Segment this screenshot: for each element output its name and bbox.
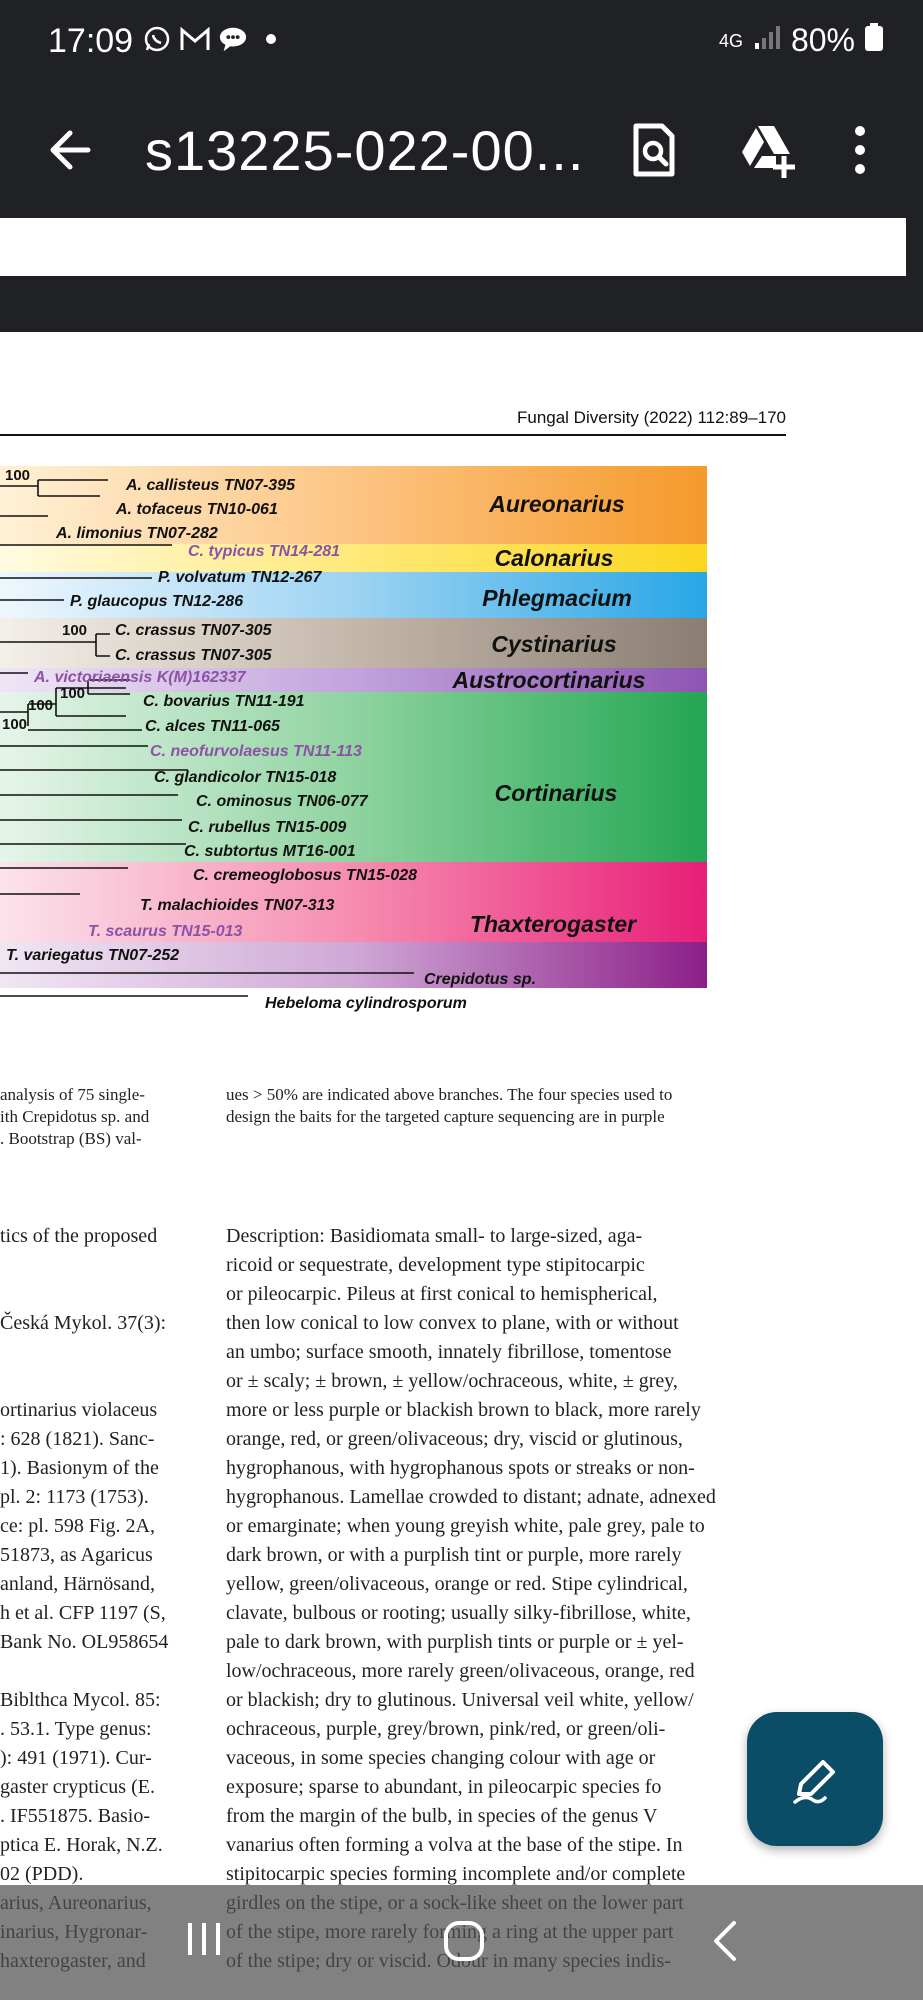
edit-icon [787, 1752, 843, 1808]
body-text-line: Description: Basidiomata small- to large-sized, aga- [226, 1225, 643, 1247]
body-text-line: ortinarius violaceus [0, 1399, 158, 1421]
edit-fab-button[interactable] [747, 1712, 883, 1846]
phylogenetic-tree-figure [0, 466, 707, 1020]
taxon-label: C. cremeoglobosus TN15-028 [193, 867, 418, 884]
previous-page [0, 218, 906, 276]
taxon-label: T. scaurus TN15-013 [88, 923, 243, 940]
body-text-line: tics of the proposed [0, 1225, 158, 1247]
clade-name: Cystinarius [491, 631, 617, 657]
figure-caption-right [226, 1084, 786, 1128]
battery-icon [865, 22, 883, 59]
body-text-line: gaster crypticus (E. [0, 1776, 155, 1798]
body-text-line: . 53.1. Type genus: [0, 1718, 152, 1740]
body-text-line: ce: pl. 598 Fig. 2A, [0, 1515, 155, 1537]
document-title: s13225-022-00... [145, 119, 585, 182]
taxon-label: C. rubellus TN15-009 [188, 819, 347, 836]
body-text-line: hygrophanous, with hygrophanous spots or streaks or non- [226, 1457, 695, 1479]
caption-line: ith Crepidotus sp. and [0, 1107, 150, 1126]
find-in-page-icon[interactable] [624, 120, 684, 180]
body-text-line: 51873, as Agaricus [0, 1544, 153, 1566]
caption-line: design the baits for the targeted capture sequencing are in purple [226, 1107, 665, 1126]
figure-caption-left [0, 1084, 190, 1150]
app-bar [0, 90, 923, 220]
body-text-line: or blackish; dry to glutinous. Universal veil white, yellow/ [226, 1689, 694, 1711]
whatsapp-icon [142, 24, 172, 54]
home-icon[interactable] [442, 1919, 486, 1968]
body-text-line: : 628 (1821). Sanc- [0, 1428, 155, 1450]
body-text-line: exposure; sparse to abundant, in pileocarpic species fo [226, 1776, 662, 1798]
taxon-label: T. variegatus TN07-252 [6, 947, 180, 964]
taxon-label: C. neofurvolaesus TN11-113 [150, 743, 362, 760]
back-arrow-icon[interactable] [44, 122, 100, 178]
body-text-line: yellow, green/olivaceous, orange or red. Stipe cylindrical, [226, 1573, 688, 1595]
taxon-label: C. ominosus TN06-077 [196, 793, 368, 810]
battery-level: 80% [790, 22, 855, 58]
bootstrap-value: 100 [2, 716, 28, 733]
body-text-line: clavate, bulbous or rooting; usually silky-fibrillose, white, [226, 1602, 691, 1624]
caption-line: ues > 50% are indicated above branches. The four species used to [226, 1085, 673, 1104]
caption-line: . Bootstrap (BS) val- [0, 1129, 142, 1148]
body-text-line: h et al. CFP 1197 (S, [0, 1602, 166, 1624]
nav-back-icon[interactable] [708, 1919, 744, 1968]
body-text-line: or emarginate; when young greyish white, pale grey, pale to [226, 1515, 705, 1537]
clade-name: Calonarius [494, 545, 614, 571]
taxon-label: Hebeloma cylindrosporum [265, 995, 467, 1012]
recents-icon[interactable] [184, 1919, 224, 1964]
body-text-line: more or less purple or blackish brown to black, more rarely [226, 1399, 701, 1421]
taxon-label: P. volvatum TN12-267 [158, 569, 322, 586]
body-text-line [0, 1251, 190, 1280]
body-text-line [0, 1367, 190, 1396]
body-text-line: vaceous, in some species changing colour with age or [226, 1747, 656, 1769]
bootstrap-value: 100 [60, 685, 86, 702]
body-text-line: an umbo; surface smooth, innately fibrillose, tomentose [226, 1341, 672, 1363]
taxon-label: C. subtortus MT16-001 [184, 843, 356, 860]
dot-icon [256, 24, 286, 54]
system-nav-bar [0, 1885, 923, 2000]
clade-band-cortinarius [0, 692, 707, 862]
clade-name: Cortinarius [494, 780, 618, 806]
body-text-line: anland, Härnösand, [0, 1573, 155, 1595]
taxon-label: C. crassus TN07-305 [115, 622, 272, 639]
bootstrap-value: 100 [28, 697, 54, 714]
drive-add-icon[interactable] [736, 120, 796, 180]
status-bar [0, 0, 923, 90]
body-text-line [0, 1657, 190, 1686]
journal-header: Fungal Diversity (2022) 112:89–170 [516, 408, 786, 427]
taxon-label: T. malachioides TN07-313 [140, 897, 335, 914]
clade-name: Phlegmacium [482, 585, 632, 611]
chat-icon [218, 24, 248, 54]
caption-line: analysis of 75 single- [0, 1085, 145, 1104]
body-text-line: or ± scaly; ± brown, ± yellow/ochraceous, white, ± grey, [226, 1370, 678, 1392]
body-text-line: from the margin of the bulb, in species of the genus V [226, 1805, 658, 1827]
taxon-label: C. alces TN11-065 [145, 718, 280, 735]
body-text-line: ricoid or sequestrate, development type stipitocarpic [226, 1254, 645, 1276]
taxon-label: C. glandicolor TN15-018 [154, 769, 337, 786]
taxon-label: C. bovarius TN11-191 [143, 693, 305, 710]
header-rule [0, 434, 786, 436]
clade-name: Austrocortinarius [452, 667, 646, 693]
taxon-label: P. glaucopus TN12-286 [70, 593, 244, 610]
body-text-line: pale to dark brown, with purplish tints or purple or ± yel- [226, 1631, 684, 1653]
bootstrap-value: 100 [62, 622, 88, 639]
body-text-line: hygrophanous. Lamellae crowded to distant; adnate, adnexed [226, 1486, 716, 1508]
body-text-line: or pileocarpic. Pileus at first conical to hemispherical, [226, 1283, 658, 1305]
taxon-label: C. crassus TN07-305 [115, 647, 272, 664]
taxon-label: Crepidotus sp. [424, 971, 537, 988]
body-text-line: dark brown, or with a purplish tint or purple, more rarely [226, 1544, 682, 1566]
body-text-line: orange, red, or green/olivaceous; dry, viscid or glutinous, [226, 1428, 683, 1450]
taxon-label: A. limonius TN07-282 [56, 525, 218, 542]
body-text-line: ): 491 (1971). Cur- [0, 1747, 152, 1769]
body-text-line: low/ochraceous, more rarely green/olivaceous, orange, red [226, 1660, 695, 1682]
body-text-line: Biblthca Mycol. 85: [0, 1689, 161, 1711]
more-vert-icon[interactable] [840, 120, 880, 180]
body-text-line: . IF551875. Basio- [0, 1805, 150, 1827]
bootstrap-value: 100 [5, 467, 31, 484]
notification-icons [142, 24, 286, 54]
body-column-left [0, 1222, 190, 1976]
network-type: 4G [718, 30, 743, 51]
body-text-line: stipitocarpic species forming incomplete and/or complete [226, 1863, 686, 1885]
body-text-line: Bank No. OL958654 [0, 1631, 169, 1653]
taxon-label: A. callisteus TN07-395 [126, 477, 295, 494]
signal-icon [753, 22, 781, 59]
status-right [719, 22, 883, 59]
body-text-line [0, 1338, 190, 1367]
taxon-label: C. typicus TN14-281 [188, 543, 341, 560]
body-text-line [0, 1280, 190, 1309]
body-text-line: ochraceous, purple, grey/brown, pink/red, or green/oli- [226, 1718, 666, 1740]
body-column-right [226, 1222, 786, 1976]
clade-name: Thaxterogaster [469, 911, 637, 937]
body-text-line: 02 (PDD). [0, 1863, 84, 1885]
body-text-line: then low conical to low convex to plane, with or without [226, 1312, 679, 1334]
body-text-line: Česká Mykol. 37(3): [0, 1312, 167, 1334]
taxon-label: A. tofaceus TN10-061 [116, 501, 278, 518]
body-text-line: vanarius often forming a volva at the base of the stipe. In [226, 1834, 683, 1856]
body-text-line: ptica E. Horak, N.Z. [0, 1834, 163, 1856]
taxon-label: A. victoriaensis K(M)162337 [34, 669, 246, 686]
body-text-line: pl. 2: 1173 (1753). [0, 1486, 149, 1508]
status-time: 17:09 [48, 22, 134, 60]
clade-name: Aureonarius [489, 491, 625, 517]
gmail-icon [180, 24, 210, 54]
body-text-line: 1). Basionym of the [0, 1457, 159, 1479]
